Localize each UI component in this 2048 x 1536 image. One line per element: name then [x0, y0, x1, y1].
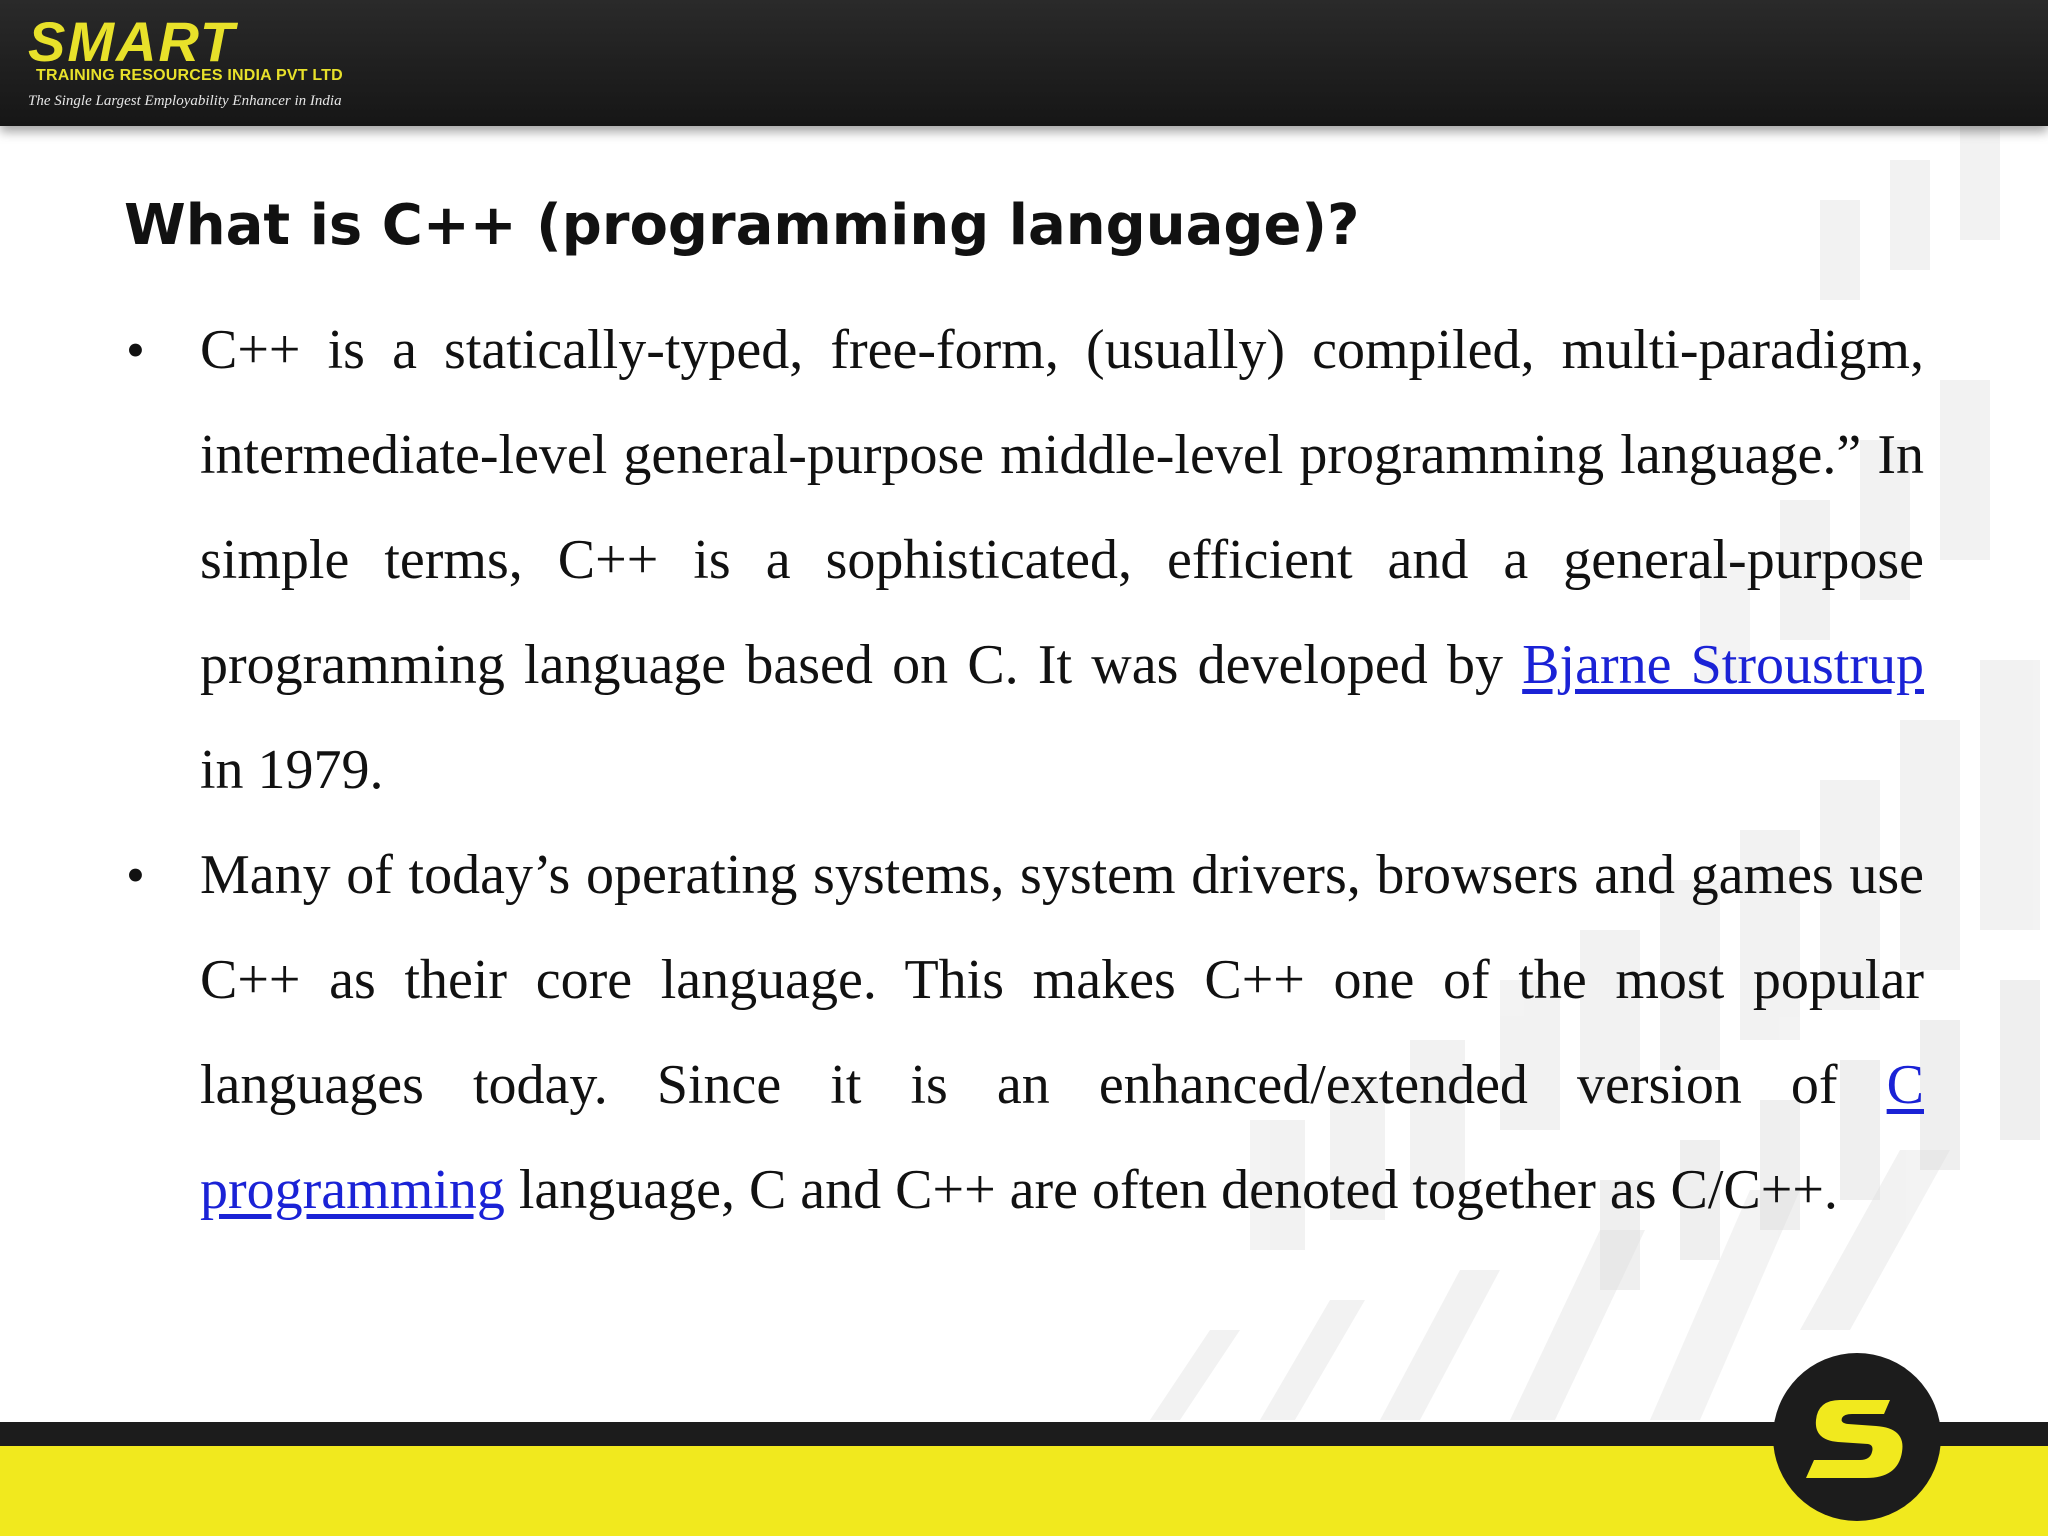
header-bar — [0, 0, 2048, 126]
bullet-text — [200, 298, 1924, 823]
bullet-list — [120, 298, 1924, 1243]
bullet-icon: • — [126, 845, 145, 905]
logo-wordmark: SMART — [28, 10, 237, 73]
bullet-text-part: C++ is a statically-typed, free-form, (usually) compiled, multi-paradigm, intermediate-level general-purpose middle-level programming language.” In simple terms, C++ is a sophisticated, efficient and a general-purpose programming language based on C. It was developed by — [200, 319, 1924, 696]
bjarne-stroustrup-link[interactable]: Bjarne Stroustrup — [1522, 634, 1925, 696]
bullet-text-part: Many of today’s operating systems, system drivers, browsers and games use C++ as their core language. This makes C++ one of the most popular languages today. Since it is an enhanced/extended version of — [200, 844, 1924, 1116]
bullet-text — [200, 823, 1924, 1243]
footer-dark-band — [0, 1422, 2048, 1446]
c-programming-link[interactable]: C programming — [200, 1054, 1924, 1221]
smart-s-emblem-icon — [1770, 1350, 1944, 1524]
bullet-item — [120, 298, 1924, 823]
bullet-text-part: in 1979. — [200, 739, 384, 801]
logo-company-name: TRAINING RESOURCES INDIA PVT LTD — [36, 67, 343, 84]
footer-yellow-band — [0, 1446, 2048, 1536]
slide-title: What is C++ (programming language)? — [124, 193, 1360, 258]
company-logo — [26, 10, 386, 118]
bullet-text-part: language, C and C++ are often denoted together as C/C++. — [504, 1159, 1838, 1221]
bullet-icon: • — [126, 320, 145, 380]
logo-tagline: The Single Largest Employability Enhancer in India — [28, 93, 342, 109]
bullet-item — [120, 823, 1924, 1243]
